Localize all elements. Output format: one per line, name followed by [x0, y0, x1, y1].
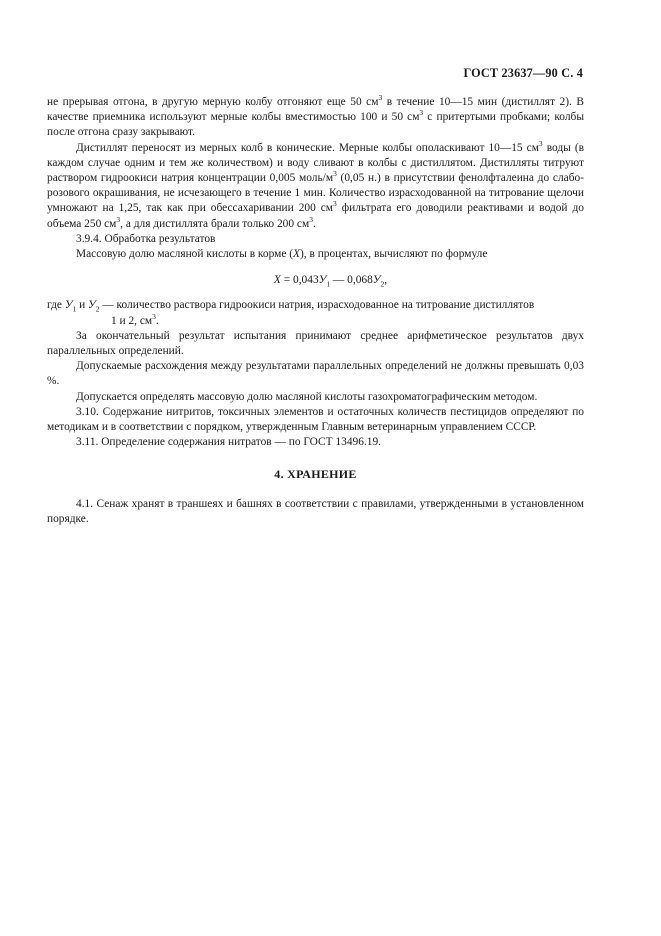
paragraph-tolerance: Допускаемые расхождения между результатами параллельных определений не должны превышать 0,03 %. — [47, 360, 584, 388]
section-4-1: 4.1. Сенаж хранят в траншеях и башнях в соответствии с правилами, утвержденными в установленном порядке. — [47, 497, 584, 525]
paragraph-formula-intro: Массовую долю масляной кислоты в корме (X), в процентах, вычисляют по формуле — [76, 248, 488, 261]
paragraph-distillate-2: не прерывая отгона, в другую мерную колбу отгоняют еще 50 $см^3$ в течение 10—15 мин (дистиллят 2). В качестве приемника используют мерные колбы вместимостью 100 и 50 $см^3$ с притертыми пробками; колбы после отгона сразу закрывают. — [47, 93, 584, 139]
paragraph-final-result: За окончательный результат испытания принимают среднее арифметическое результатов двух параллельных определений. — [47, 329, 584, 358]
document-body — [47, 95, 584, 527]
section-3-10: 3.10. Содержание нитритов, токсичных элементов и остаточных количеств пестицидов определяют по методикам и в соответствии с порядком, утвержденным Главным ветеринарным управлением СССР. — [47, 405, 584, 434]
page-header: ГОСТ 23637—90 С. 4 — [463, 66, 583, 80]
formula-legend-continuation: 1 и 2, $см^3$. — [111, 311, 159, 327]
section-title-storage: 4. ХРАНЕНИЕ — [274, 467, 357, 482]
formula: $X = 0,043У_1$ — $0,068У_2$, — [273, 274, 388, 289]
paragraph-gas-chromatography: Допускается определять массовую долю масляной кислоты газохроматографическим методом. — [76, 390, 538, 403]
formula-legend: где $У_1$ и $У_2$ — количество раствора гидроокиси натрия, израсходованное на титрование дистиллятов — [47, 299, 535, 314]
subsection-3-9-4: 3.9.4. Обработка результатов — [76, 232, 216, 245]
section-3-11: 3.11. Определение содержания нитратов — по ГОСТ 13496.19. — [76, 436, 382, 449]
paragraph-titration: Дистиллят переносят из мерных колб в конические. Мерные колбы ополаскивают 10—15 $см^3$ воды (в каждом случае одним и тем же количеством) и воду сливают в колбы с дистиллятом. Дистилляты титруют раствором гидроокиси натрия концентрации 0,005 моль/$м^3$ (0,05 н.) в присутствии фенолфталеина до слабо-розового окрашивания, не исчезающего в течение 1 мин. Количество израсходованной на титрование щелочи умножают на 1,25, так как при обессахаривании 200 $см^3$ фильтрата его доводили реактивами и водой до объема 250 $см^3$, а для дистиллята брали только 200 $см^3$. — [47, 138, 585, 230]
